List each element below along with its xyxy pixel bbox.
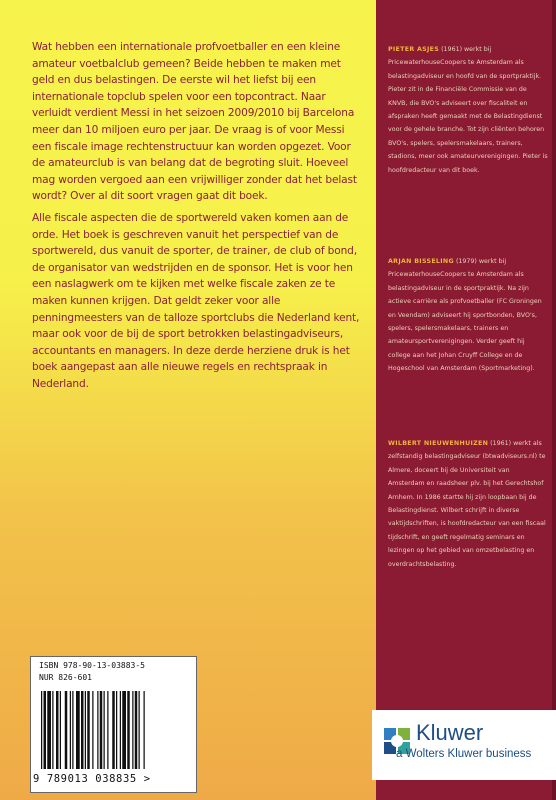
blurb-paragraph-2: Alle fiscale aspecten die de sportwereld vaken komen aan de orde. Het boek is geschreven vanuit het perspectief van de sportwereld, dus vanuit de sporter, de trainer, de club of bond, de organisator van wedstrijden en de sponsor. Het is voor hen een naslagwerk om te kijken met welke fiscale zaken ze te maken kunnen krijgen. Dat geldt zeker voor alle penningmeesters van de talloze sportclubs die Nederland kent, maar ook voor de bij de sport betrokken belastingadviseurs, accountants en managers. In deze derde herziene druk is het boek aangepast aan alle nieuwe regels en rechtspraak in Nederland.	[32, 212, 360, 390]
author-bio-3	[388, 437, 548, 571]
barcode-bar	[120, 691, 121, 769]
barcode-bar	[104, 691, 105, 769]
publisher-tagline: a Wolters Kluwer business	[396, 748, 532, 760]
barcode-bar	[52, 691, 53, 769]
barcode-bar	[97, 691, 98, 769]
barcode-bar	[112, 691, 115, 769]
barcode-bar	[60, 691, 61, 769]
barcode-bar	[72, 691, 73, 769]
cover-edge	[552, 0, 556, 800]
author-text-3: (1961) werkt als zelfstandig belastingadviseur (btwadviseurs.nl) te Almere, doceert bij de Universiteit van Amsterdam en raadsheer plv. bij het Gerechtshof Arnhem. In 1986 startte hij zijn loopbaan bij de Belastingdienst. Wilbert schrijft in diverse vaktijdschriften, is hoofdredacteur van een fiscaal tijdschrift, en geeft regelmatig seminars en lezingen op het gebied van omzetbelasting en overdrachtsbelasting.	[388, 440, 546, 568]
barcode-bar	[70, 691, 71, 769]
barcode-bar	[76, 691, 80, 769]
barcode-bar	[122, 691, 126, 769]
barcode-bar	[41, 691, 42, 769]
barcode-bar	[116, 691, 117, 769]
barcode-bar	[87, 691, 90, 769]
isbn-text: ISBN 978-90-13-03883-5	[39, 661, 145, 670]
barcode-bar	[107, 691, 108, 769]
barcode-bar	[132, 691, 133, 769]
barcode-label	[30, 656, 197, 793]
barcode-bar	[144, 691, 145, 769]
author-bio-1	[388, 43, 548, 177]
barcode-bar	[44, 691, 47, 769]
barcode-bar	[127, 691, 130, 769]
barcode-bar	[56, 691, 59, 769]
barcode-bar	[65, 691, 68, 769]
barcode-bar	[100, 691, 103, 769]
barcode-bar	[47, 691, 51, 769]
author-bio-2	[388, 255, 548, 376]
barcode-bars	[39, 691, 189, 771]
blurb-paragraph-1: Wat hebben een internationale profvoetballer en een kleine amateur voetbalclub gemeen? Beide hebben te maken met geld en dus belastingen. De eerste wil het liefst bij een internationale topclub spelen voor een topcontract. Naar verluidt verdient Messi in het seizoen 2009/2010 bij Barcelona meer dan 10 miljoen euro per jaar. De vraag is of voor Messi een fiscale image rechtenstructuur kan worden opgezet. Voor de amateurclub is van belang dat de begroting sluit. Hoeveel mag worden vergoed aan een vrijwilliger zonder dat het belast wordt? Over al dit soort vragen gaat dit boek.	[32, 41, 357, 203]
publisher-name: Kluwer	[416, 720, 484, 745]
nur-text: NUR 826-601	[39, 673, 92, 682]
barcode-bar	[139, 691, 140, 769]
barcode-digits: 9 789013 038835 >	[33, 773, 151, 785]
barcode-bar	[92, 691, 93, 769]
barcode-bar	[81, 691, 84, 769]
author-name-3: WILBERT NIEUWENHUIZEN	[388, 440, 489, 447]
barcode-bar	[85, 691, 86, 769]
barcode-bar	[135, 691, 138, 769]
author-text-1: (1961) werkt bij PricewaterhouseCoopers te Amsterdam als belastingadviseur en hoofd van de sportpraktijk. Pieter zit in de Financiële Commissie van de KNVB, die BVO's adviseert over fiscaliteit en afspraken heeft gemaakt met de Belastingdienst voor de gehele branche. Tot zijn cliënten behoren BVO's, spelers, spelersmakelaars, trainers, stadions, meer ook amateurverenigingen. Pieter is hoofdredacteur van dit boek.	[388, 46, 548, 174]
publisher-logo	[372, 710, 556, 780]
author-name-1: PIETER ASJES	[388, 46, 440, 53]
author-text-2: (1979) werkt bij PricewaterhouseCoopers te Amsterdam als belastingadviseur in de sportpraktijk. Na zijn actieve carrière als profvoetballer (FC Groningen en Veendam) adviseert hij sportbonden, BVO's, spelers, spelersmakelaars, trainers en amateursportverenigingen. Verder geeft hij college aan het Johan Cruyff College en de Hogeschool van Amsterdam (Sportmarketing).	[388, 258, 542, 373]
author-name-2: ARJAN BISSELING	[388, 258, 454, 265]
